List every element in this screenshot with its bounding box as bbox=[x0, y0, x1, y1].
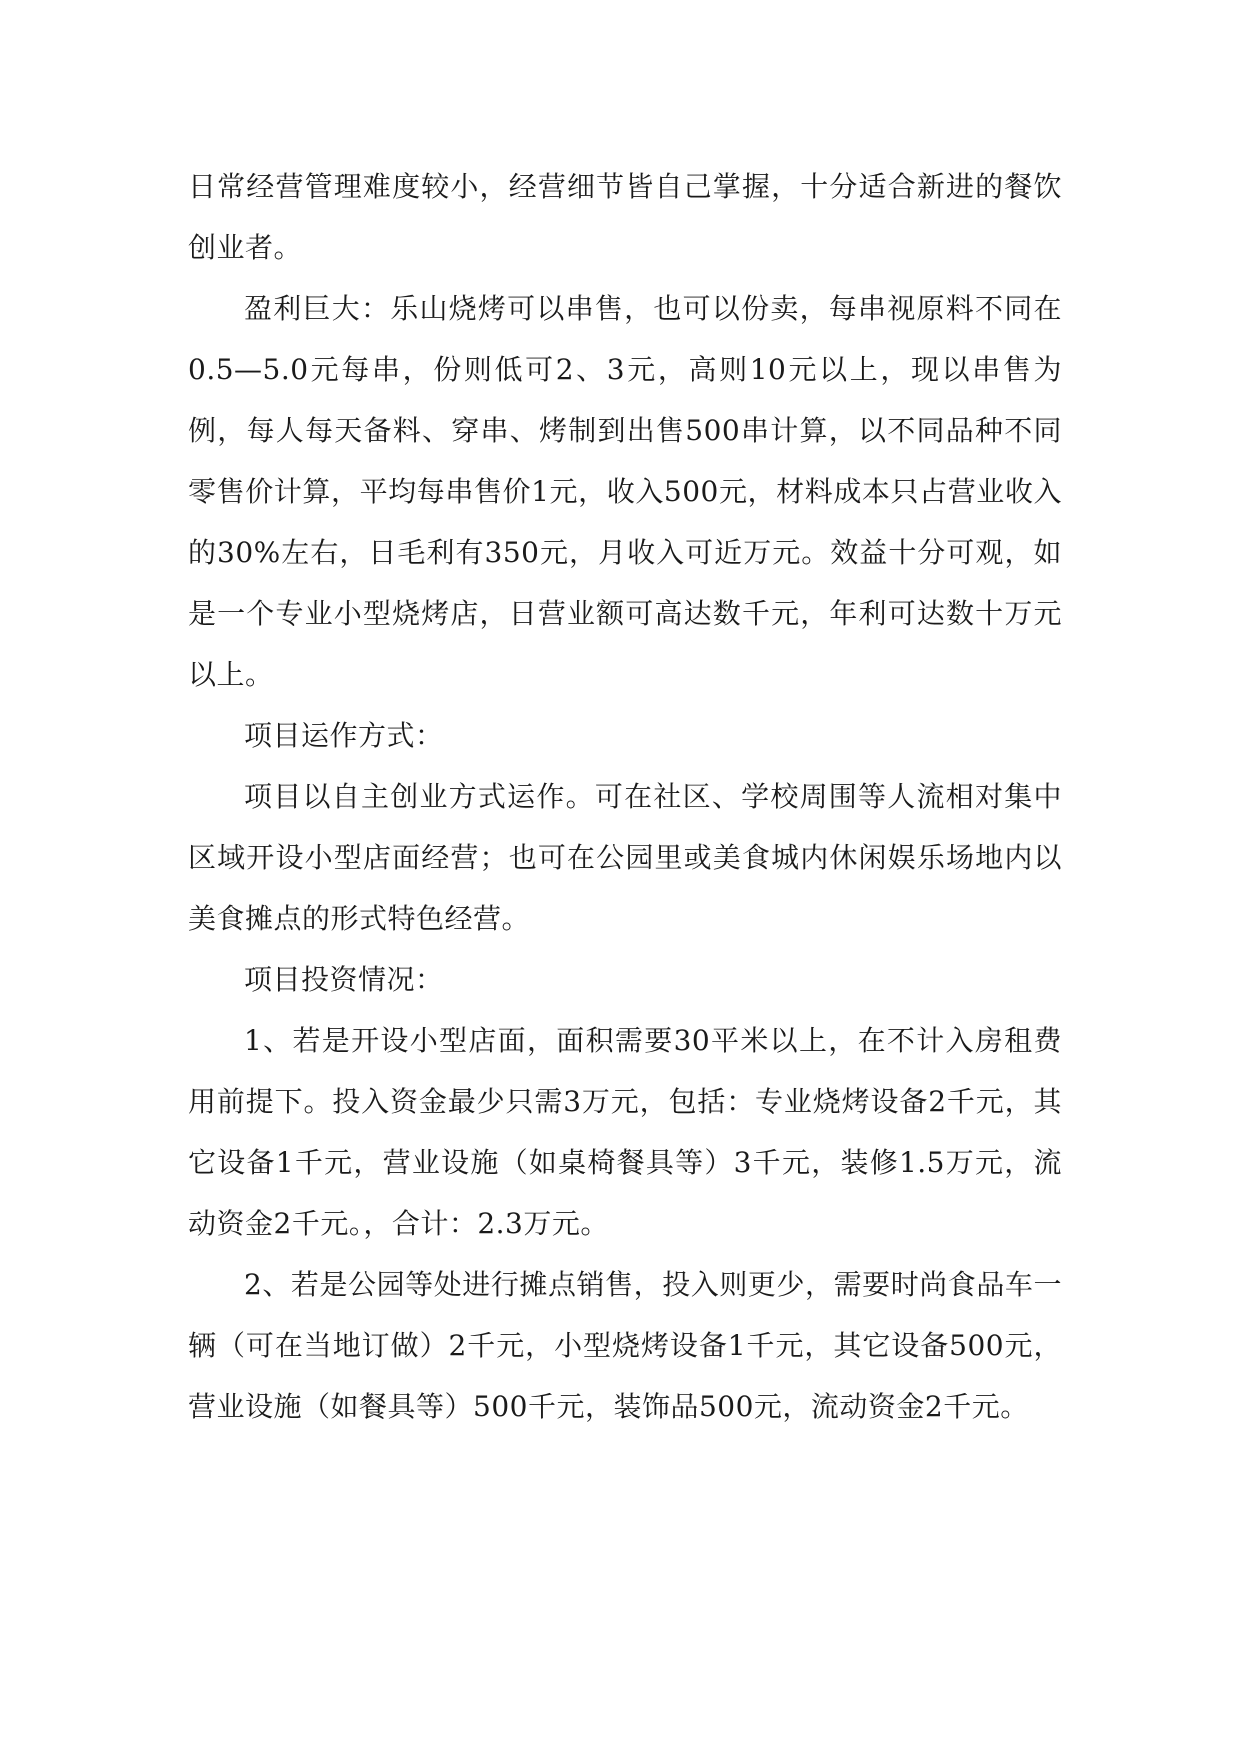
heading-operation-mode: 项目运作方式： bbox=[244, 719, 444, 752]
paragraph-operation-mode: 项目以自主创业方式运作。可在社区、学校周围等人流相对集中区域开设小型店面经营；也可在公园里或美食城内休闲娱乐场地内以美食摊点的形式特色经营。 bbox=[188, 780, 1062, 935]
paragraph-investment-stall: 2、若是公园等处进行摊点销售，投入则更少，需要时尚食品车一辆（可在当地订做）2千元，小型烧烤设备1千元，其它设备500元，营业设施（如餐具等）500千元，装饰品500元，流动资金2千元。 bbox=[188, 1268, 1062, 1423]
paragraph-continuation: 日常经营管理难度较小，经营细节皆自己掌握，十分适合新进的餐饮创业者。 bbox=[188, 170, 1062, 264]
heading-investment: 项目投资情况： bbox=[244, 963, 444, 996]
paragraph-profit: 盈利巨大：乐山烧烤可以串售，也可以份卖，每串视原料不同在0.5—5.0元每串，份则低可2、3元，高则10元以上，现以串售为例，每人每天备料、穿串、烤制到出售500串计算，以不同品种不同零售价计算，平均每串售价1元，收入500元，材料成本只占营业收入的30%左右，日毛利有350元，月收入可近万元。效益十分可观，如是一个专业小型烧烤店，日营业额可高达数千元，年利可达数十万元以上。 bbox=[188, 292, 1062, 691]
paragraph-investment-store: 1、若是开设小型店面，面积需要30平米以上，在不计入房租费用前提下。投入资金最少只需3万元，包括：专业烧烤设备2千元，其它设备1千元，营业设施（如桌椅餐具等）3千元，装修1.5万元，流动资金2千元。，合计：2.3万元。 bbox=[188, 1024, 1062, 1240]
document-body bbox=[188, 156, 1062, 1437]
